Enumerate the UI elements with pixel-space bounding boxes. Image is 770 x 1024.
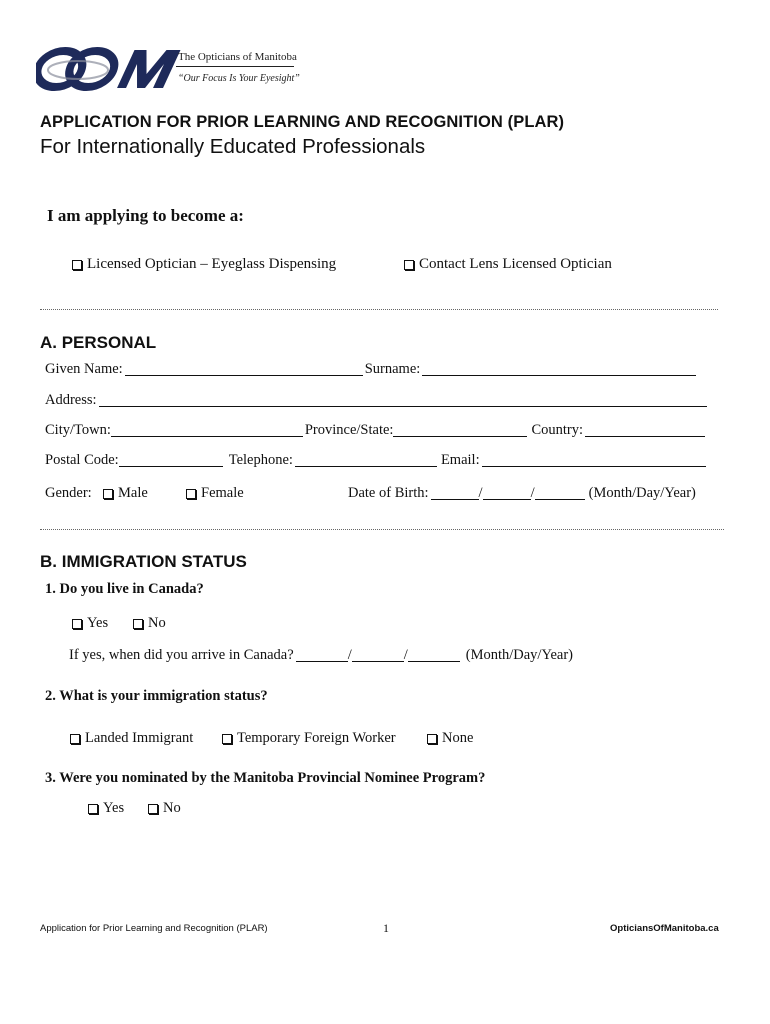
province-field[interactable] <box>393 424 527 437</box>
option-label: Yes <box>103 800 125 816</box>
address-label: Address: <box>45 392 97 408</box>
section-heading-personal: A. PERSONAL <box>40 333 157 352</box>
dob-month-field[interactable] <box>431 487 479 500</box>
form-subtitle: For Internationally Educated Professionals <box>40 135 426 158</box>
checkbox-icon[interactable] <box>186 489 196 499</box>
given-name-label: Given Name: <box>45 361 123 377</box>
date-separator: / <box>403 647 408 663</box>
telephone-label: Telephone: <box>228 452 293 468</box>
checkbox-icon[interactable] <box>103 489 113 499</box>
checkbox-icon[interactable] <box>404 260 414 270</box>
q3-option-yes[interactable] <box>88 800 124 817</box>
telephone-field[interactable] <box>295 454 437 467</box>
arrival-year-field[interactable] <box>408 649 460 662</box>
footer-page-number: 1 <box>383 921 389 935</box>
checkbox-icon[interactable] <box>148 804 158 814</box>
question-1: 1. Do you live in Canada? <box>45 581 204 597</box>
checkbox-icon[interactable] <box>72 260 82 270</box>
dob-format: (Month/Day/Year) <box>588 485 696 501</box>
date-separator: / <box>530 485 535 501</box>
dob-year-field[interactable] <box>535 487 585 500</box>
applying-label: I am applying to become a: <box>47 206 244 225</box>
dob-day-field[interactable] <box>483 487 531 500</box>
postal-field[interactable] <box>119 454 223 467</box>
form-title: APPLICATION FOR PRIOR LEARNING AND RECOGNITION (PLAR) <box>40 113 565 131</box>
checkbox-icon[interactable] <box>88 804 98 814</box>
logo-org-name: The Opticians of Manitoba <box>178 51 297 63</box>
dob-row <box>348 485 696 502</box>
surname-field[interactable] <box>422 363 696 376</box>
date-separator: / <box>347 647 352 663</box>
given-name-field[interactable] <box>125 363 363 376</box>
surname-label: Surname: <box>364 361 421 377</box>
option-label: Landed Immigrant <box>85 730 194 746</box>
country-label: Country: <box>531 422 584 438</box>
q2-option-landed-immigrant[interactable] <box>70 730 193 747</box>
gender-row <box>45 485 92 502</box>
question-2: 2. What is your immigration status? <box>45 688 268 704</box>
option-label: Yes <box>87 615 109 631</box>
q1-option-no[interactable] <box>133 615 166 632</box>
country-field[interactable] <box>585 424 705 437</box>
address-row <box>45 392 709 409</box>
gender-option-female[interactable] <box>186 485 244 502</box>
date-separator: / <box>478 485 483 501</box>
option-contact-lens-optician[interactable] <box>404 256 612 273</box>
checkbox-icon[interactable] <box>70 734 80 744</box>
checkbox-icon[interactable] <box>222 734 232 744</box>
option-label: Female <box>201 485 244 501</box>
option-label: Contact Lens Licensed Optician <box>419 256 612 272</box>
option-label: Temporary Foreign Worker <box>237 730 396 746</box>
q2-option-temporary-foreign-worker[interactable] <box>222 730 396 747</box>
gender-option-male[interactable] <box>103 485 148 502</box>
arrival-label: If yes, when did you arrive in Canada? <box>69 647 294 663</box>
postal-label: Postal Code: <box>45 452 119 468</box>
footer-document-title: Application for Prior Learning and Recognition (PLAR) <box>40 923 268 934</box>
given-name-row <box>45 361 698 378</box>
option-label: None <box>442 730 474 746</box>
option-label: No <box>148 615 166 631</box>
dob-label: Date of Birth: <box>348 485 429 501</box>
checkbox-icon[interactable] <box>133 619 143 629</box>
logo-divider <box>176 66 294 67</box>
section-heading-immigration: B. IMMIGRATION STATUS <box>40 552 247 571</box>
city-field[interactable] <box>111 424 303 437</box>
arrival-format: (Month/Day/Year) <box>465 647 574 663</box>
email-field[interactable] <box>482 454 706 467</box>
option-licensed-optician[interactable] <box>72 256 336 273</box>
question-3: 3. Were you nominated by the Manitoba Provincial Nominee Program? <box>45 770 486 786</box>
arrival-month-field[interactable] <box>296 649 348 662</box>
section-divider <box>40 309 718 310</box>
q3-option-no[interactable] <box>148 800 181 817</box>
checkbox-icon[interactable] <box>427 734 437 744</box>
footer-website: OpticiansOfManitoba.ca <box>610 923 719 934</box>
q1-option-yes[interactable] <box>72 615 108 632</box>
option-label: Male <box>118 485 148 501</box>
gender-label: Gender: <box>45 485 92 501</box>
city-row <box>45 422 707 439</box>
address-field[interactable] <box>99 394 707 407</box>
option-label: No <box>163 800 181 816</box>
checkbox-icon[interactable] <box>72 619 82 629</box>
postal-row <box>45 452 708 469</box>
email-label: Email: <box>440 452 480 468</box>
section-divider <box>40 529 724 530</box>
city-label: City/Town: <box>45 422 111 438</box>
logo-tagline: “Our Focus Is Your Eyesight” <box>178 73 300 84</box>
arrival-day-field[interactable] <box>352 649 404 662</box>
option-label: Licensed Optician – Eyeglass Dispensing <box>87 256 337 272</box>
q2-option-none[interactable] <box>427 730 473 747</box>
province-label: Province/State: <box>304 422 394 438</box>
arrival-date-row <box>69 647 573 664</box>
